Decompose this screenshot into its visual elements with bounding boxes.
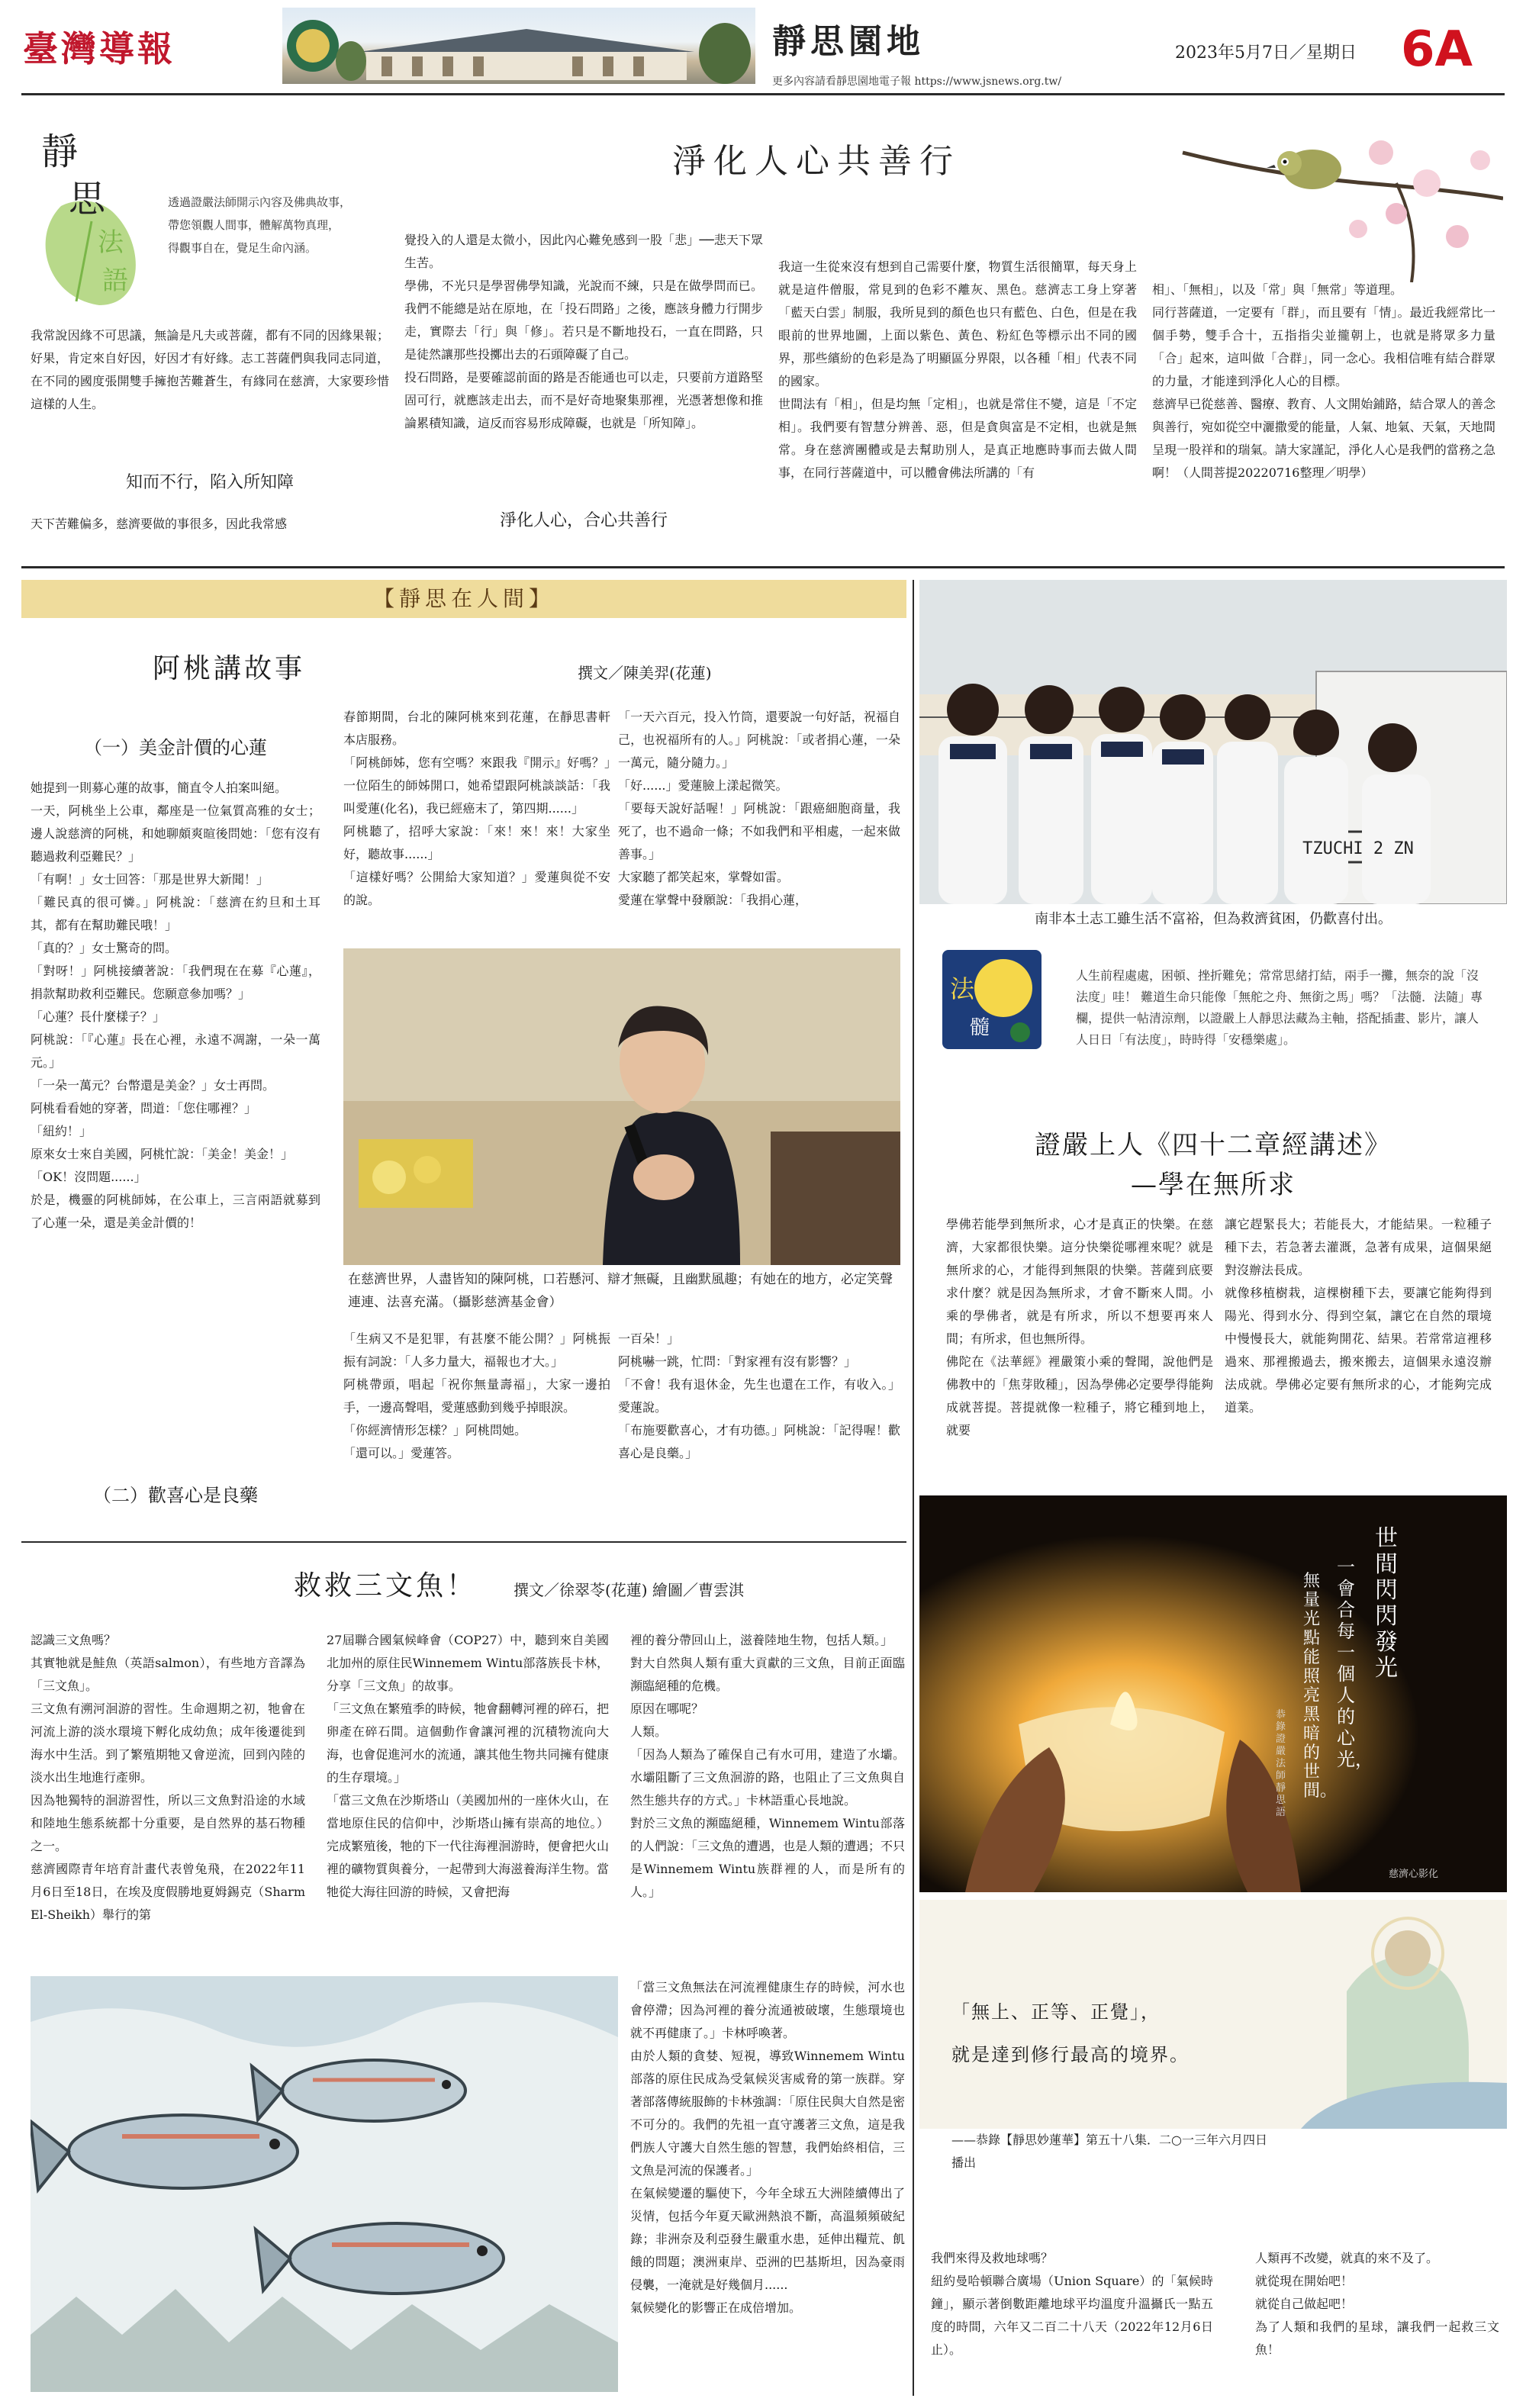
essay-subheading-2: 淨化人心，合心共善行 bbox=[499, 511, 668, 530]
essay-column-4: 相」、「無相」，以及「常」與「無常」等道理。 同行菩薩道，一定要有「群」，而且要有「情」。最近我經常比一個手勢，雙手合十，五指指尖並攏朝上，也就是將眾多力量「合」起來，這叫做「合群」，同一念心。我相信唯有結合群眾的力量，才能達到淨化人心的目標。 慈濟早已從慈善、醫療、教育、人文開始鋪路，結合眾人的善念與善行，宛如從空中灑撒愛的能量，人氣、地氣、天氣，天地間呈現一股祥和的瑞氣。請大家謹記，淨化人心是我們的當務之急啊！（人間菩提20220716整理／明學） bbox=[1152, 282, 1495, 480]
sutra-title-line-2: —學在無所求 bbox=[1131, 1170, 1296, 1200]
candle-verse-line-2: 一會合每一個人的心光， bbox=[1337, 1557, 1373, 1770]
sutra-title-line-1: 證嚴上人《四十二章經講述》 bbox=[1035, 1130, 1392, 1161]
page-number: 6A bbox=[1401, 21, 1473, 78]
section-title: 靜思園地 bbox=[772, 22, 925, 61]
story-continuation-2: 人類再不改變，就真的來不及了。 就從現在開始吧！ 就從自己做起吧！ 為了人類和我們的星球，讓我們一起救三文魚！ bbox=[1255, 2251, 1499, 2357]
story-title: 阿桃講故事 bbox=[153, 653, 306, 684]
story-title: 救救三文魚！ bbox=[294, 1570, 478, 1602]
svg-text:法: 法 bbox=[950, 974, 975, 1003]
issue-date: 2023年5月7日／星期日 bbox=[1175, 43, 1357, 63]
column-banner: 【靜思在人間】 bbox=[21, 580, 906, 618]
column-divider bbox=[913, 580, 914, 2396]
photo-credit: 慈濟心影化 bbox=[1389, 1869, 1439, 1880]
header-divider bbox=[21, 93, 1505, 95]
bird-blossom-photo bbox=[1167, 107, 1503, 282]
story-column-3b: 一百朵！」 阿桃嚇一跳，忙問：「對家裡有沒有影響？」 「不會！我有退休金，先生也還在工作，有收入。」愛蓮說。 「布施要歡喜心，才有功德。」阿桃說：「記得喔！歡喜心是良藥。」 bbox=[618, 1331, 900, 1460]
verse-source: ——恭錄【靜思妙蓮華】第五十八集．二○一三年六月四日播出 bbox=[951, 2133, 1267, 2170]
license-plate: TZUCHI 2 ZN bbox=[1302, 839, 1414, 858]
candle-verse-line-3: 無量光點能照亮黑暗的世間。 bbox=[1303, 1572, 1338, 1801]
essay-title: 淨化人心共善行 bbox=[672, 142, 961, 181]
essay-column-3: 我這一生從來沒有想到自己需要什麼，物質生活很簡單，每天身上就是這件僧服，常見到的色彩不離灰、黑色。慈濟志工身上穿著「藍天白雲」制服，我所見到的顏色也只有藍色、白色，但是在我眼前的世界地圖，上面以紫色、黃色、粉紅色等標示出不同的國界，那些繽紛的色彩是為了明顯區分界限，以各種「相」代表不同的國家。 世間法有「相」，但是均無「定相」，也就是常住不變，這是「不定相」。我們要有智慧分辨善、惡，但是貪與富是不定相，也就是無常。身在慈濟團體或是去幫助別人，是真正地應時事而去做人間事，在同行菩薩道中，可以體會佛法所講的「有 bbox=[778, 259, 1137, 480]
essay-column-1: 我常說因緣不可思議，無論是凡夫或菩薩，都有不同的因緣果報；好果，肯定來自好因，好因才有好緣。志工菩薩們與我同志同道，在不同的國度張開雙手擁抱苦難蒼生，有緣同在慈濟，大家要珍惜這樣的人生。 bbox=[31, 328, 389, 411]
candle-photo bbox=[919, 1495, 1507, 1892]
story-subheading-1: （一）美金計價的心蓮 bbox=[84, 737, 267, 758]
story-continuation-1: 我們來得及救地球嗎？ 紐約曼哈頓聯合廣場（Union Square）的「氣候時鐘」，顯示著倒數距離地球平均溫度升溫攝氏一點五度的時間，六年又二百二十八天（2022年12月6日止）。 bbox=[931, 2251, 1213, 2357]
story-column-3b: 「當三文魚無法在河流裡健康生存的時候，河水也會停滯；因為河裡的養分流通被破壞，生態環境也就不再健康了。」卡林呼喚著。 由於人類的貪婪、短視，導致Winnemem Wintu部落的原住民成為受氣候災害威脅的第一族群。穿著部落傳統服飾的卡林強調：「原住民與大自然是密不可分的。我們的先祖一直守護著三文魚，這是我們族人守護大自然生態的智慧，我們始終相信，三文魚是河流的保護者。」 在氣候變遷的驅使下，今年全球五大洲陸續傳出了災情，包括今年夏天歐洲熱浪不斷，高溫頻頻破紀錄；非洲奈及利亞發生嚴重水患，延伸出糧荒、飢餓的問題；澳洲東岸、亞洲的巴基斯坦，因為豪雨侵襲，一淹就是好幾個月...... 氣候變化的影響正在成倍增加。 bbox=[630, 1980, 906, 2315]
story-column-2b: 「生病又不是犯罪，有甚麼不能公開？」阿桃振振有詞說：「人多力量大，福報也才大。」 阿桃帶頭，唱起「祝你無量壽福」，大家一邊拍手，一邊高聲唱，愛蓮感動到幾乎掉眼淚。 「你經濟情形怎樣？」阿桃問她。 「還可以。」愛蓮答。 bbox=[343, 1331, 610, 1460]
dharma-column-logo bbox=[942, 950, 1041, 1049]
story-divider bbox=[21, 1541, 906, 1543]
essay-subheading-1: 知而不行，陷入所知障 bbox=[125, 473, 294, 492]
candle-attribution: 恭錄證嚴法師靜思語 bbox=[1276, 1709, 1286, 1818]
story-column-2: 27屆聯合國氣候峰會（COP27）中，聽到來自美國北加州的原住民Winnemem Wintu部落族長卡林，分享「三文魚」的故事。 「三文魚在繁殖季的時候，牠會翻轉河裡的碎石，把卵產在碎石間。這個動作會讓河裡的沉積物流向大海，也會促進河水的流通，讓其他生物共同擁有健康的生存環境。」 「當三文魚在沙斯塔山（美國加州的一座休火山，在當地原住民的信仰中，沙斯塔山擁有崇高的地位。）完成繁殖後，牠的下一代往海裡洄游時，便會把火山裡的礦物質與養分，一起帶到大海滋養海洋生物。當牠從大海往回游的時候，又會把海 bbox=[327, 1633, 609, 1899]
story-subheading-2: （二）歡喜心是良藥 bbox=[93, 1485, 258, 1506]
column-intro: 透過證嚴法師開示內容及佛典故事， 帶您領觀人間事，體解萬物真理， 得觀事自在，覺足生命內涵。 bbox=[168, 195, 352, 255]
essay-column-1b: 天下苦難偏多，慈濟要做的事很多，因此我常感 bbox=[31, 517, 288, 531]
story-column-1: 認識三文魚嗎？ 其實牠就是鮭魚（英語salmon），有些地方音譯為「三文魚」。 三文魚有溯河洄游的習性。生命週期之初，牠會在河流上游的淡水環境下孵化成幼魚；成年後遷徙到海水中生活。到了繁殖期牠又會逆流，回到內陸的淡水出生地進行產卵。 因為牠獨特的洄游習性，所以三文魚對沿途的水域和陸地生態系統都十分重要，是自然界的基石物種之一。 慈濟國際青年培育計畫代表曾兔飛，在2022年11月6日至18日，在埃及度假勝地夏姆錫克（Sharm El-Sheikh）舉行的第 bbox=[31, 1633, 305, 1922]
story-byline: 撰文／徐翠苓(花蓮) 繪圖／曹雲淇 bbox=[513, 1581, 744, 1599]
salmon-illustration bbox=[31, 1976, 618, 2392]
logo-char-si: 思 bbox=[69, 178, 106, 221]
story-byline: 撰文／陳美羿(花蓮) bbox=[578, 664, 712, 682]
candle-verse-line-1: 世間閃閃發光 bbox=[1375, 1525, 1398, 1682]
speaker-photo bbox=[343, 948, 900, 1265]
story-column-3: 「一天六百元，投入竹筒，還要說一句好話，祝福自己，也祝福所有的人。」阿桃說：「或者捐心蓮，一朵一萬元，隨分隨力。」 「好......」愛蓮臉上漾起微笑。 「要每天說好話喔！」阿桃說：「跟癌細胞商量，我死了，也不過命一條；不如我們和平相處，一起來做善事。」 大家聽了都笑起來，掌聲如雷。 愛蓮在掌聲中發願說：「我捐心蓮， bbox=[618, 710, 900, 907]
logo-char-yu: 語 bbox=[102, 266, 128, 296]
svg-text:髓: 髓 bbox=[970, 1016, 990, 1039]
building-illustration bbox=[282, 8, 755, 84]
photo-caption: 在慈濟世界，人盡皆知的陳阿桃，口若懸河、辯才無礙，且幽默風趣；有她在的地方，必定笑聲連連、法喜充滿。（攝影慈濟基金會） bbox=[348, 1272, 893, 1310]
dharma-column-intro: 人生前程處處，困頓、挫折難免；常常思緒打結，兩手一攤，無奈的說「沒法度」哇！ 難道生命只能像「無舵之舟、無銜之馬」嗎？「法髓．法隨」專欄，提供一帖清涼劑，以證嚴上人靜思法藏為主軸，搭配插畫、影片，讓人人日日「有法度」，時時得「安穩樂處」。 bbox=[1076, 968, 1483, 1047]
verse-line-1: 「無上、正等、正覺」， bbox=[951, 2001, 1161, 2023]
sutra-title bbox=[919, 1125, 1507, 1205]
story-column-3: 裡的養分帶回山上，滋養陸地生物，包括人類。」 對大自然與人類有重大貢獻的三文魚，目前正面臨瀕臨絕種的危機。 原因在哪呢？ 人類。 「因為人類為了確保自己有水可用，建造了水壩。水壩阻斷了三文魚洄游的路，也阻止了三文魚與自然生態共存的方式。」卡林語重心長地說。 對於三文魚的瀕臨絕種，Winnemem Wintu部落的人們說：「三文魚的遭遇，也是人類的遭遇；不只是Winnemem Wintu族群裡的人，而是所有的人。」 bbox=[630, 1633, 906, 1899]
newspaper-brand: 臺灣導報 bbox=[23, 28, 175, 69]
logo-char-jing: 靜 bbox=[41, 130, 79, 173]
story-column-2: 春節期間，台北的陳阿桃來到花蓮，在靜思書軒本店服務。 「阿桃師姊，您有空嗎？來跟我『開示』好嗎？」一位陌生的師姊開口，她希望跟阿桃談談話：「我叫愛蓮(化名)，我已經癌末了，第四期......」 阿桃聽了，招呼大家說：「來！來！來！大家坐好，聽故事......」 「這樣好嗎？公開給大家知道？」愛蓮與從不安的說。 bbox=[343, 710, 610, 907]
sutra-column-1: 學佛若能學到無所求，心才是真正的快樂。在慈濟，大家都很快樂。這分快樂從哪裡來呢？就是無所求的心，才能得到無限的快樂。菩薩到底要求什麼？就是因為無所求，才會不斷來人間。小乘的學佛者，就是有所求，所以不想要再來人間；有所求，但也無所得。 佛陀在《法華經》裡嚴策小乘的聲聞，說他們是佛教中的「焦芽敗種」，因為學佛必定要學得能夠成就菩提。菩提就像一粒種子，將它種到地上，就要 bbox=[946, 1217, 1213, 1437]
logo-char-fa: 法 bbox=[98, 227, 124, 258]
story-column-1: 她提到一則募心蓮的故事，簡直令人拍案叫絕。 一天，阿桃坐上公車，鄰座是一位氣質高雅的女士；邊人說慈濟的阿桃，和她聊頗爽暄後問她：「您有沒有聽過救利亞難民？」 「有啊！」女士回答：「那是世界大新聞！」 「難民真的很可憐。」阿桃說：「慈濟在約旦和土耳其，都有在幫助難民哦！」 「真的？」女士驚奇的問。 「對呀！」阿桃接續著說：「我們現在在募『心蓮』，捐款幫助救利亞難民。您願意參加嗎？」 「心蓮？長什麼樣子？」 阿桃說：「『心蓮』長在心裡，永遠不凋謝，一朵一萬元。」 「一朵一萬元？台幣還是美金？」女士再問。 阿桃看看她的穿著，問道：「您住哪裡？」 「紐約！」 原來女士來自美國，阿桃忙說：「美金！美金！」 「OK！沒問題......」 於是，機靈的阿桃師姊，在公車上，三言兩語就募到了心蓮一朵，還是美金計價的！ bbox=[31, 781, 320, 1230]
website-link[interactable]: 更多內容請看靜思園地電子報 https://www.jsnews.org.tw/ bbox=[772, 76, 1062, 88]
section-divider bbox=[21, 566, 1505, 568]
essay-column-2: 覺投入的人還是太微小，因此內心難免感到一股「悲」──悲天下眾生苦。 學佛，不光只是學習佛學知識，光說而不練，只是在做學問而已。我們不能總是站在原地，在「投石問路」之後，應該身體力行開步走，實際去「行」與「修」。若只是不斷地投石，一直在問路，只是徒然讓那些投擲出去的石頭障礙了自己。 投石問路，是要確認前面的路是否能通也可以走，只要前方道路堅固可行，就應該走出去，而不是好奇地聚集那裡，光憑著想像和推論累積知識，這反而容易形成障礙，也就是「所知障」。 bbox=[404, 233, 763, 430]
sutra-column-2: 讓它趕緊長大；若能長大，才能結果。一粒種子種下去，若急著去灌溉，急著有成果，這個果絕對沒辦法長成。 就像移植樹栽，這棵樹種下去，要讓它能夠得到陽光、得到水分、得到空氣，讓它在自然的環境中慢慢長大，就能夠開花、結果。若常常這裡移過來、那裡搬過去，搬來搬去，這個果永遠沒辦法成就。學佛必定要有無所求的心，才能夠完成道業。 bbox=[1225, 1217, 1492, 1415]
header-photo bbox=[282, 8, 755, 84]
verse-line-2: 就是達到修行最高的境界。 bbox=[951, 2044, 1190, 2065]
photo-caption: 南非本土志工雖生活不富裕，但為救濟貧困，仍歡喜付出。 bbox=[1035, 911, 1392, 927]
